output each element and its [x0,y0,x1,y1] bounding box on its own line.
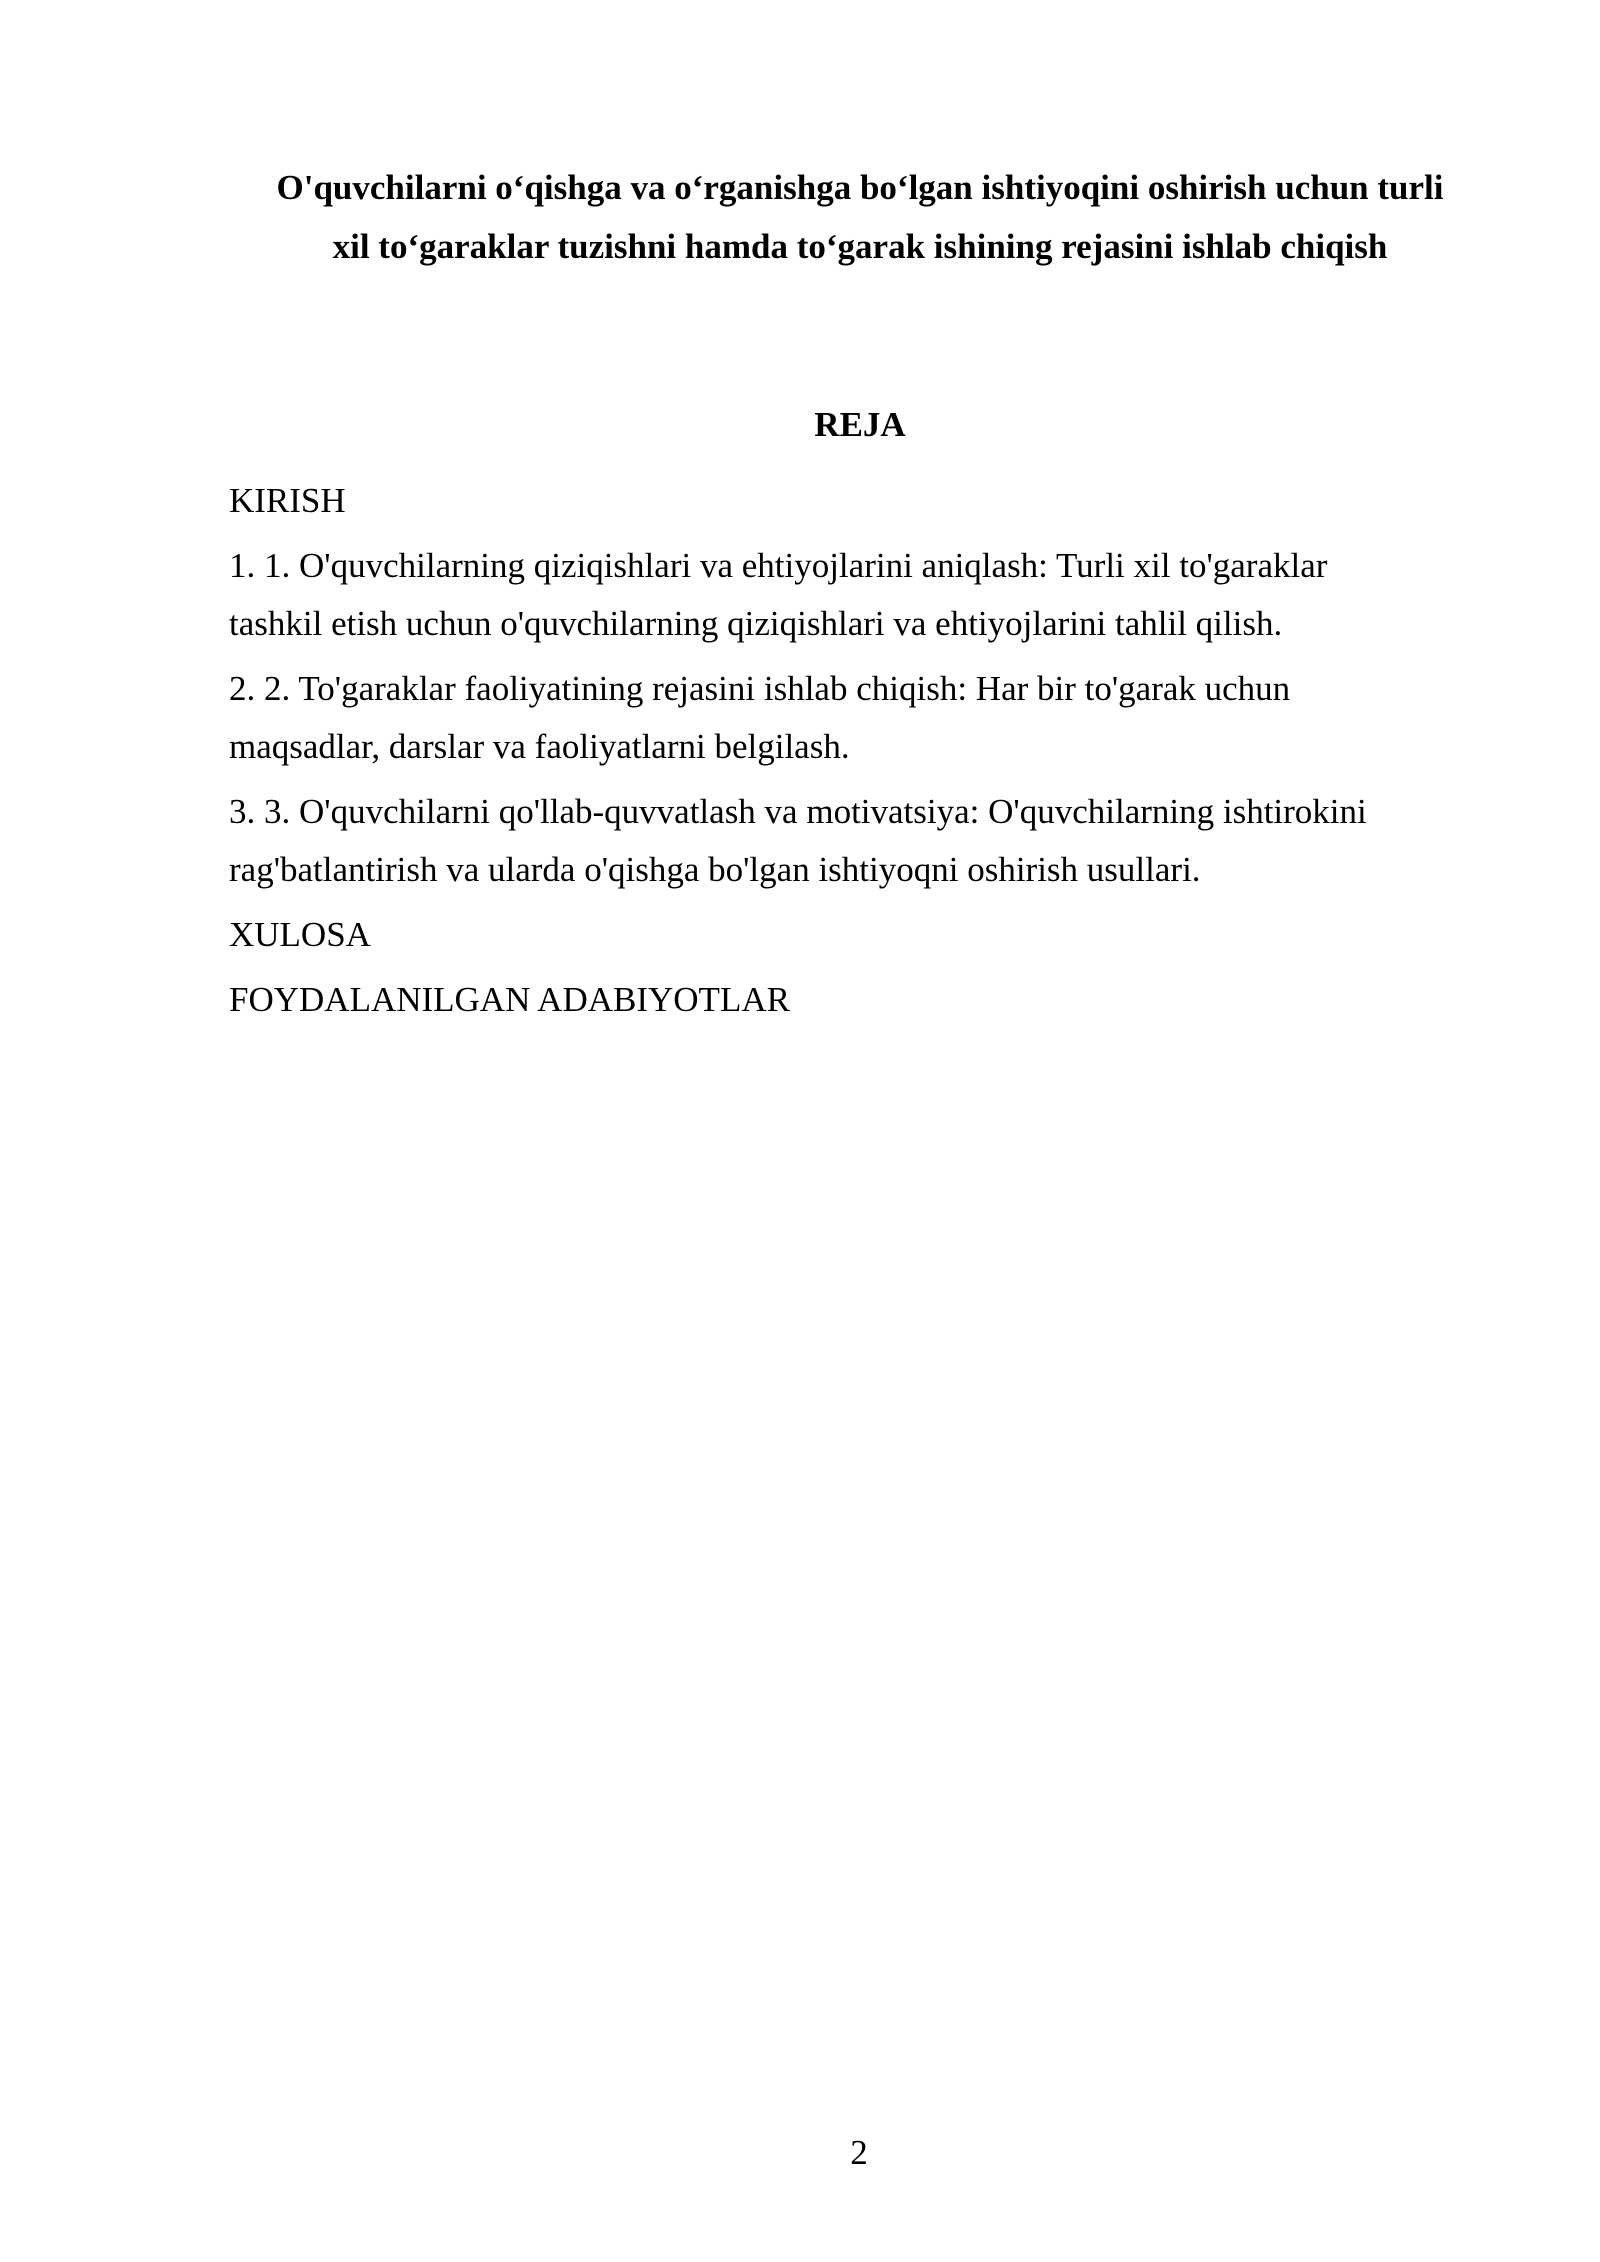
plan-item-line: tashkil etish uchun o'quvchilarning qiziqishlari va ehtiyojlarini tahlil qilish. [229,604,1283,643]
plan-item-line: maqsadlar, darslar va faoliyatlarni belgilash. [229,727,850,766]
plan-item-conclusion [229,906,1499,964]
plan-item-3 [229,783,1499,899]
plan-item-references [229,971,1499,1029]
page-number: 2 [850,2133,868,2172]
document-title [200,158,1520,276]
title-line: xil to‘garaklar tuzishni hamda to‘garak ishining rejasini ishlab chiqish [332,227,1388,266]
plan-item-line: FOYDALANILGAN ADABIYOTLAR [229,980,790,1019]
plan-item-line: 2. 2. To'garaklar faoliyatining rejasini ishlab chiqish: Har bir to'garak uchun [229,669,1291,708]
plan-item-line: rag'batlantirish va ularda o'qishga bo'lgan ishtiyoqni oshirish usullari. [229,850,1201,889]
plan-item-line: 1. 1. O'quvchilarning qiziqishlari va ehtiyojlarini aniqlash: Turli xil to'garaklar [229,546,1328,585]
plan-item-line: 3. 3. O'quvchilarni qo'llab-quvvatlash va motivatsiya: O'quvchilarning ishtirokini [229,792,1367,831]
plan-item-2 [229,660,1499,776]
plan-item-introduction [229,472,1499,530]
plan-list [229,472,1499,1036]
plan-item-line: XULOSA [229,915,371,954]
plan-item-1 [229,537,1499,653]
plan-item-line: KIRISH [229,481,346,520]
title-line: O'quvchilarni o‘qishga va o‘rganishga bo‘lgan ishtiyoqini oshirish uchun turli [276,168,1444,207]
plan-heading: REJA [814,405,906,444]
